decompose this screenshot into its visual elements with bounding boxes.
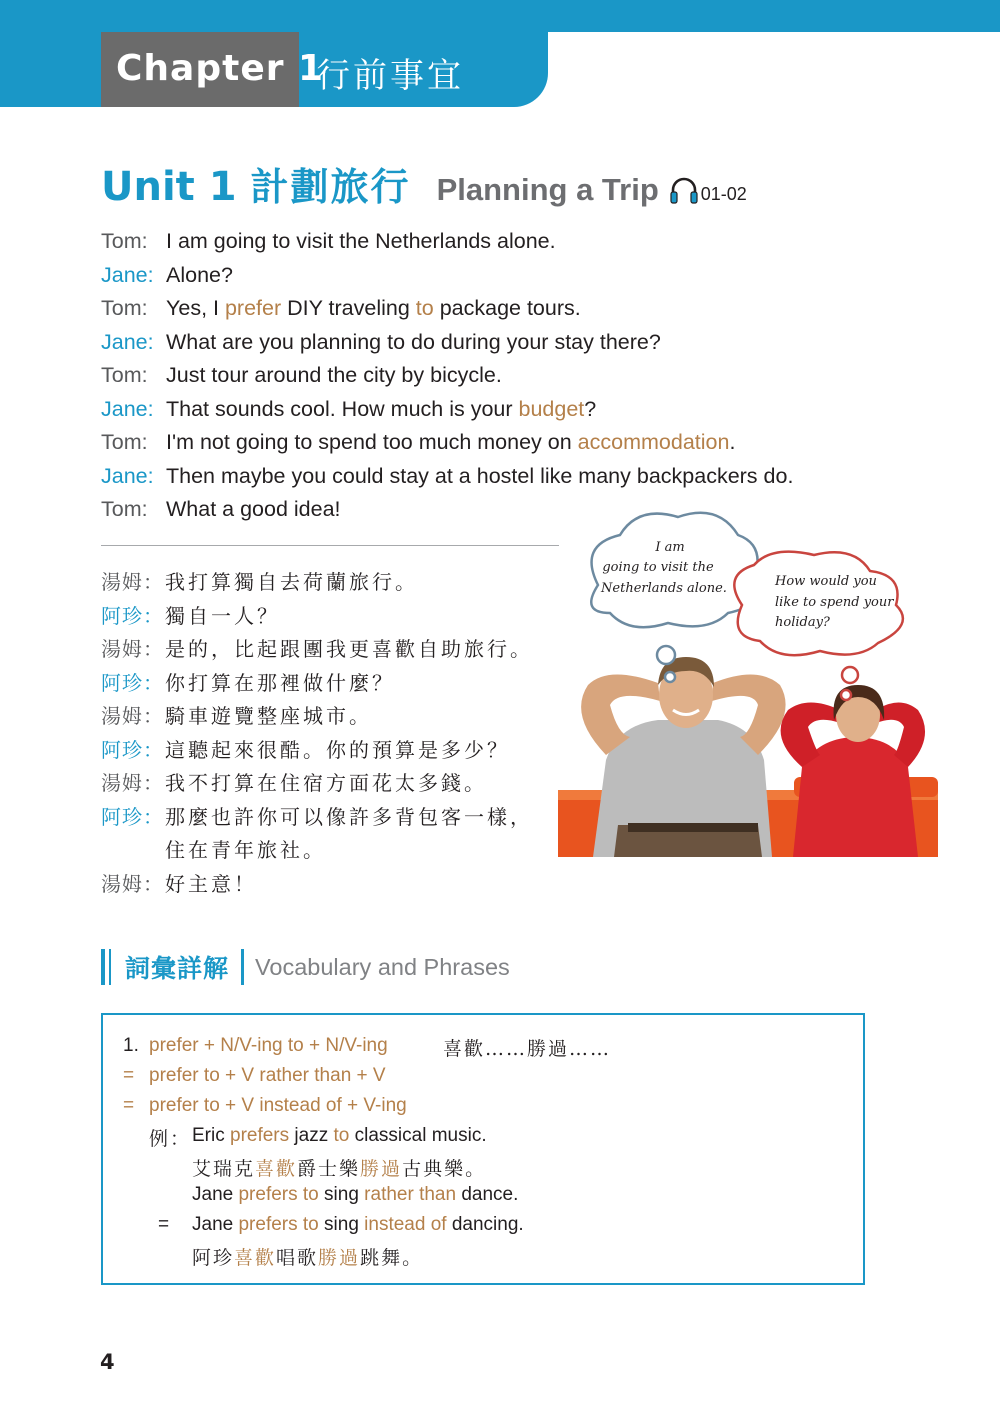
dialogue-text — [166, 363, 502, 388]
chapter-label: Chapter 1 — [116, 48, 325, 89]
translation-text: 住在青年旅社。 — [165, 838, 326, 863]
text-segment: classical music. — [349, 1125, 487, 1146]
text-segment: Then maybe you could stay at a hostel like many backpackers do. — [166, 463, 794, 488]
text-segment: 爵士樂 — [297, 1158, 361, 1180]
text-segment: Jane — [192, 1184, 239, 1205]
example-3-en — [192, 1214, 524, 1236]
dialogue-text — [166, 296, 581, 321]
vocab-heading-en: Vocabulary and Phrases — [255, 953, 510, 980]
text-segment: I am going to visit the Netherlands alone. — [166, 229, 556, 254]
bubble-jane-line-3: holiday? — [775, 615, 830, 630]
translation-line — [101, 732, 533, 766]
dialogue-zh — [101, 564, 533, 899]
text-segment: Jane — [192, 1214, 239, 1235]
highlighted-term: accommodation — [577, 430, 730, 455]
text-segment: Just tour around the city by bicycle. — [166, 363, 502, 388]
header-top-band — [0, 0, 1000, 32]
pattern-meaning: 喜歡……勝過…… — [443, 1038, 612, 1060]
speaker-label: Jane: — [101, 329, 154, 354]
highlighted-term: 喜歡 — [234, 1247, 277, 1269]
vocab-heading-zh: 詞彙詳解 — [125, 954, 230, 983]
translation-text: 我不打算在住宿方面花太多錢。 — [165, 771, 487, 796]
couple-illustration — [558, 505, 938, 857]
text-segment: Eric — [192, 1125, 230, 1146]
page-number: 4 — [100, 1350, 115, 1374]
divider — [101, 545, 559, 546]
dialogue-text — [166, 497, 341, 522]
dialogue-text — [166, 430, 735, 455]
item-number: 1. — [123, 1035, 139, 1056]
highlighted-term: prefers to — [238, 1214, 319, 1235]
text-segment: sing — [318, 1184, 365, 1205]
text-segment: 跳舞。 — [360, 1247, 424, 1269]
text-segment: 唱歌 — [276, 1247, 319, 1269]
translation-text: 騎車遊覽整座城市。 — [165, 704, 372, 729]
text-segment: I'm not going to spend too much money on — [166, 430, 578, 455]
speaker-label: 阿珍： — [101, 737, 164, 762]
speaker-label: Tom: — [101, 229, 148, 254]
translation-line — [101, 631, 533, 665]
text-segment: . — [729, 430, 736, 455]
dialogue-line — [101, 259, 793, 293]
text-segment: ? — [584, 396, 597, 421]
example-1-en — [192, 1125, 487, 1147]
equals-sign: = — [158, 1214, 170, 1235]
highlighted-term: to — [333, 1125, 350, 1146]
bubble-tom-line-2: going to visit the — [602, 560, 714, 575]
vocab-heading — [101, 948, 510, 986]
speaker-label: 湯姆： — [101, 637, 164, 662]
speaker-label: 湯姆： — [101, 871, 164, 896]
pattern-1: prefer + N/V-ing to + N/V-ing — [149, 1035, 388, 1056]
speaker-label: Jane: — [101, 262, 154, 287]
speaker-label: 湯姆： — [101, 771, 164, 796]
highlighted-term: 勝過 — [318, 1247, 361, 1269]
dialogue-en — [101, 225, 793, 527]
bubble-tom-line-1: I am — [655, 540, 685, 555]
speaker-label: Tom: — [101, 363, 148, 388]
vocab-box — [101, 1013, 865, 1285]
vocab-item-1 — [123, 1035, 388, 1057]
bubble-jane-line-1: How would you — [775, 574, 877, 589]
text-segment: 阿珍 — [192, 1247, 235, 1269]
dialogue-line — [101, 359, 793, 393]
example-2-zh — [192, 1243, 423, 1270]
equals-sign: = — [123, 1065, 135, 1086]
dialogue-line — [101, 225, 793, 259]
highlighted-term: to — [415, 296, 434, 321]
translation-line — [101, 665, 533, 699]
translation-line — [101, 799, 533, 833]
text-segment: DIY traveling — [281, 296, 416, 321]
text-segment: Alone? — [166, 262, 233, 287]
text-segment: jazz — [289, 1125, 334, 1146]
pattern-2: prefer to + V rather than + V — [149, 1065, 386, 1086]
text-segment: That sounds cool. How much is your — [166, 396, 519, 421]
translation-line — [101, 564, 533, 598]
dialogue-text — [166, 330, 661, 355]
translation-line — [101, 832, 533, 866]
translation-line — [101, 765, 533, 799]
translation-line — [101, 598, 533, 632]
text-segment: 古典樂。 — [402, 1158, 487, 1180]
text-segment: What are you planning to do during your stay there? — [166, 329, 661, 354]
speaker-label: 湯姆： — [101, 570, 164, 595]
vocab-item-3 — [123, 1095, 407, 1117]
highlighted-term: rather than — [364, 1184, 457, 1205]
translation-text: 那麼也許你可以像許多背包客一樣， — [165, 804, 533, 829]
example-1-zh — [192, 1154, 486, 1181]
translation-text: 獨自一人？ — [165, 603, 280, 628]
speaker-label: Tom: — [101, 497, 148, 522]
speaker-label: Tom: — [101, 296, 148, 321]
translation-text: 是的，比起跟團我更喜歡自助旅行。 — [165, 637, 533, 662]
bubble-tom-line-3: Netherlands alone. — [601, 581, 727, 596]
example-2-en — [192, 1184, 518, 1206]
highlighted-term: prefers — [230, 1125, 290, 1146]
speaker-label: 阿珍： — [101, 670, 164, 695]
highlighted-term: instead of — [364, 1214, 447, 1235]
unit-title-zh: 計劃旅行 — [250, 165, 411, 209]
unit-title — [101, 156, 747, 210]
text-segment: Yes, I — [166, 296, 225, 321]
bubble-jane-line-2: like to spend your — [775, 595, 894, 610]
speaker-label: Tom: — [101, 430, 148, 455]
translation-line — [101, 866, 533, 900]
text-segment: sing — [318, 1214, 365, 1235]
dialogue-line — [101, 426, 793, 460]
text-segment: What a good idea! — [166, 497, 341, 522]
speaker-label: Jane: — [101, 396, 154, 421]
speaker-label: 阿珍： — [101, 804, 164, 829]
dialogue-line — [101, 393, 793, 427]
speaker-label: 湯姆： — [101, 704, 164, 729]
translation-text: 我打算獨自去荷蘭旅行。 — [165, 570, 418, 595]
highlighted-term: prefers to — [238, 1184, 319, 1205]
dialogue-text — [166, 263, 233, 288]
equals-sign: = — [123, 1095, 135, 1116]
translation-line — [101, 698, 533, 732]
dialogue-line — [101, 292, 793, 326]
dialogue-line — [101, 326, 793, 360]
speaker-label: 阿珍： — [101, 603, 164, 628]
dialogue-text — [166, 464, 793, 489]
highlighted-term: budget — [518, 396, 585, 421]
text-segment: 艾瑞克 — [192, 1158, 256, 1180]
headphones-icon[interactable] — [669, 176, 699, 204]
highlighted-term: prefer — [224, 296, 282, 321]
highlighted-term: 喜歡 — [255, 1158, 298, 1180]
pattern-3: prefer to + V instead of + V-ing — [149, 1095, 407, 1116]
audio-track-number: 01-02 — [700, 184, 747, 204]
highlighted-term: 勝過 — [360, 1158, 403, 1180]
text-segment: dancing. — [446, 1214, 524, 1235]
speaker-label: Jane: — [101, 463, 154, 488]
text-segment: package tours. — [433, 296, 581, 321]
translation-text: 你打算在那裡做什麼？ — [165, 670, 395, 695]
dialogue-text — [166, 397, 596, 422]
chapter-title: 行前事宜 — [316, 56, 464, 96]
translation-text: 這聽起來很酷。你的預算是多少？ — [165, 737, 510, 762]
unit-title-en: Planning a Trip — [436, 172, 659, 207]
example-label: 例： — [149, 1128, 192, 1150]
vocab-item-2 — [123, 1065, 386, 1087]
thought-bubble-tom — [591, 513, 757, 682]
dialogue-text — [166, 229, 556, 254]
unit-number: Unit 1 — [101, 164, 237, 210]
translation-text: 好主意！ — [165, 871, 257, 896]
text-segment: dance. — [456, 1184, 519, 1205]
dialogue-line — [101, 460, 793, 494]
